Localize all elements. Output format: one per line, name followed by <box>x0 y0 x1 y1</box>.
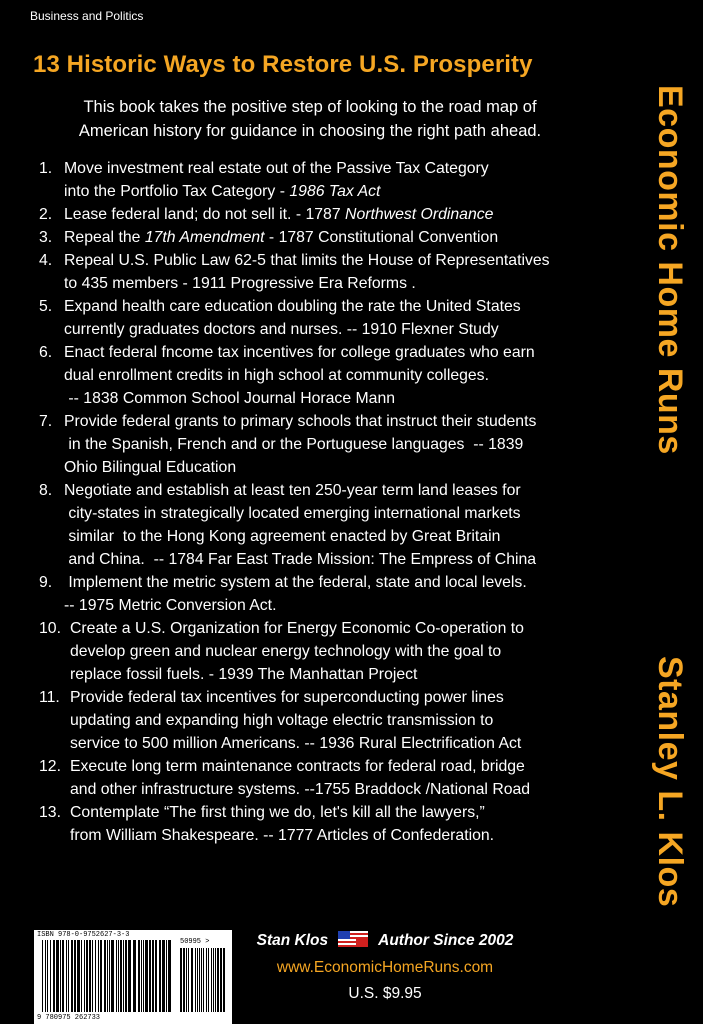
item-number: 2. <box>39 206 53 223</box>
barcode-bar <box>77 940 80 1012</box>
intro-line: This book takes the positive step of looking to the road map of <box>83 98 537 116</box>
barcode-bar <box>50 940 51 1012</box>
barcode-bar <box>74 940 76 1012</box>
list-item <box>39 203 599 226</box>
item-text: Repeal the <box>64 229 145 246</box>
item-line <box>64 180 599 203</box>
list-item <box>39 479 599 571</box>
item-text: Lease federal land; do not sell it. - 1787 <box>64 206 346 223</box>
barcode-bar <box>211 948 212 1012</box>
spine-author-name: Stanley L. Klos <box>651 656 689 908</box>
barcode-bar <box>81 940 82 1012</box>
barcode-bar <box>123 940 124 1012</box>
item-line: similar to the Hong Kong agreement enacted by Great Britain <box>64 528 501 545</box>
item-number: 13. <box>39 804 61 821</box>
isbn-barcode <box>34 930 232 1024</box>
flag-logo-icon <box>338 931 368 947</box>
list-item <box>39 755 599 801</box>
barcode-bar <box>159 940 161 1012</box>
barcode-bar <box>188 948 189 1012</box>
barcode-bar <box>86 940 88 1012</box>
item-number: 7. <box>39 413 53 430</box>
author-signature <box>230 931 540 950</box>
item-line: Contemplate “The first thing we do, let's kill all the lawyers,” <box>70 804 485 821</box>
item-line: -- 1975 Metric Conversion Act. <box>64 597 277 614</box>
barcode-bar <box>62 940 64 1012</box>
category-label: Business and Politics <box>30 9 144 23</box>
item-line: Implement the metric system at the federal, state and local levels. <box>64 574 527 591</box>
barcode-bar <box>201 948 202 1012</box>
item-number: 5. <box>39 298 53 315</box>
barcode-bar <box>213 948 214 1012</box>
barcode-bar <box>89 940 91 1012</box>
item-line: Negotiate and establish at least ten 250-year term land leases for <box>64 482 521 499</box>
barcode-bar <box>128 940 131 1012</box>
barcode-bar <box>203 948 204 1012</box>
barcode-bar <box>149 940 151 1012</box>
list-item <box>39 295 599 341</box>
item-number: 1. <box>39 160 53 177</box>
item-line: Repeal U.S. Public Law 62-5 that limits the House of Representatives <box>64 252 550 269</box>
barcode-bar <box>183 948 185 1012</box>
barcode-bar <box>100 940 102 1012</box>
barcode-addon-number: 50995 > <box>180 938 210 946</box>
item-line: to 435 members - 1911 Progressive Era Reforms . <box>64 275 416 292</box>
barcode-bar <box>68 940 69 1012</box>
barcode-bar <box>98 940 99 1012</box>
barcode-bar <box>71 940 73 1012</box>
item-line: Create a U.S. Organization for Energy Economic Co-operation to <box>70 620 524 637</box>
item-line: -- 1838 Common School Journal Horace Mann <box>64 390 396 407</box>
barcode-bar <box>120 940 122 1012</box>
item-line: Execute long term maintenance contracts for federal road, bridge <box>70 758 525 775</box>
barcode-bar <box>166 940 167 1012</box>
footer <box>230 931 540 1003</box>
item-line: Enact federal fncome tax incentives for college graduates who earn <box>64 344 535 361</box>
intro-paragraph <box>40 95 580 143</box>
barcode-bar <box>220 948 222 1012</box>
barcode-bar <box>111 940 114 1012</box>
barcode-bar <box>116 940 117 1012</box>
author-name: Stan Klos <box>256 932 329 949</box>
website-link[interactable]: www.EconomicHomeRuns.com <box>276 959 494 976</box>
item-line: replace fossil fuels. - 1939 The Manhattan Project <box>70 666 418 683</box>
item-number: 4. <box>39 252 53 269</box>
list-item <box>39 801 599 847</box>
item-line: and other infrastructure systems. --1755 Braddock /National Road <box>70 781 531 798</box>
barcode-bar <box>42 940 43 1012</box>
barcode-bar <box>47 940 48 1012</box>
item-line: currently graduates doctors and nurses. -- 1910 Flexner Study <box>64 321 499 338</box>
barcode-bar <box>197 948 198 1012</box>
item-text: into the Portfolio Tax Category - <box>64 183 290 200</box>
item-line: Expand health care education doubling the rate the United States <box>64 298 521 315</box>
barcode-bar <box>180 948 182 1012</box>
barcode-bar <box>104 940 106 1012</box>
barcode-bar <box>109 940 110 1012</box>
item-line <box>64 203 599 226</box>
barcode-bar <box>53 940 55 1012</box>
item-line: from William Shakespeare. -- 1777 Articles of Confederation. <box>70 827 495 844</box>
item-text: - 1787 Constitutional Convention <box>264 229 499 246</box>
barcode-bar <box>168 940 171 1012</box>
item-line <box>64 226 599 249</box>
item-line: service to 500 million Americans. -- 1936 Rural Electrification Act <box>70 735 522 752</box>
item-line: Provide federal tax incentives for superconducting power lines <box>70 689 504 706</box>
price-label: U.S. $9.95 <box>348 985 422 1002</box>
intro-line: American history for guidance in choosing the right path ahead. <box>78 122 542 140</box>
isbn-number: ISBN 978-0-9752627-3-3 <box>37 931 130 939</box>
barcode-bar <box>138 940 140 1012</box>
barcode-bar <box>215 948 216 1012</box>
item-line: and China. -- 1784 Far East Trade Mission: The Empress of China <box>64 551 537 568</box>
barcode-bar <box>155 940 157 1012</box>
page-title: 13 Historic Ways to Restore U.S. Prosperity <box>33 51 533 78</box>
item-number: 9. <box>39 574 53 591</box>
barcode-bar <box>145 940 148 1012</box>
barcode-bar <box>95 940 96 1012</box>
item-line: Provide federal grants to primary schools that instruct their students <box>64 413 537 430</box>
item-source-italic: 17th Amendment <box>144 229 265 246</box>
item-line: dual enrollment credits in high school at community colleges. <box>64 367 489 384</box>
item-number: 6. <box>39 344 53 361</box>
barcode-bar <box>186 948 187 1012</box>
barcode-bar <box>191 948 193 1012</box>
barcode-bar <box>107 940 108 1012</box>
barcode-bar <box>133 940 136 1012</box>
list-item <box>39 157 599 203</box>
barcode-bar <box>56 940 59 1012</box>
list-item <box>39 249 599 295</box>
barcode-bar <box>152 940 154 1012</box>
barcode-bar <box>141 940 142 1012</box>
barcode-bar <box>195 948 196 1012</box>
item-source-italic: 1986 Tax Act <box>289 183 381 200</box>
author-since: Author Since 2002 <box>378 932 514 949</box>
item-line: Ohio Bilingual Education <box>64 459 237 476</box>
barcode-digits: 9 780975 262733 <box>37 1014 101 1022</box>
barcode-bar <box>92 940 93 1012</box>
item-line: in the Spanish, French and or the Portuguese languages -- 1839 <box>64 436 524 453</box>
list-item <box>39 226 599 249</box>
item-line: city-states in strategically located emerging international markets <box>64 505 521 522</box>
barcode-bar <box>125 940 127 1012</box>
barcode-bar <box>208 948 209 1012</box>
item-number: 8. <box>39 482 53 499</box>
item-source-italic: Northwest Ordinance <box>345 206 494 223</box>
item-line: develop green and nuclear energy technology with the goal to <box>70 643 502 660</box>
barcode-bar <box>66 940 67 1012</box>
list-item <box>39 410 599 479</box>
list-item <box>39 571 599 617</box>
list-item <box>39 686 599 755</box>
spine-book-title: Economic Home Runs <box>651 85 689 455</box>
item-line: Move investment real estate out of the Passive Tax Category <box>64 160 489 177</box>
item-number: 3. <box>39 229 53 246</box>
item-number: 10. <box>39 620 61 637</box>
barcode-bar <box>217 948 219 1012</box>
barcode-bar <box>206 948 207 1012</box>
barcode-bar <box>45 940 46 1012</box>
barcode-bar <box>84 940 85 1012</box>
item-number: 11. <box>39 689 60 706</box>
list-item <box>39 341 599 410</box>
barcode-bar <box>199 948 200 1012</box>
barcode-bar <box>60 940 61 1012</box>
barcode-bar <box>118 940 119 1012</box>
barcode-bar <box>223 948 225 1012</box>
barcode-bar <box>162 940 165 1012</box>
prosperity-list <box>39 157 599 847</box>
list-item <box>39 617 599 686</box>
barcode-bar <box>143 940 144 1012</box>
item-number: 12. <box>39 758 61 775</box>
item-line: updating and expanding high voltage electric transmission to <box>70 712 494 729</box>
